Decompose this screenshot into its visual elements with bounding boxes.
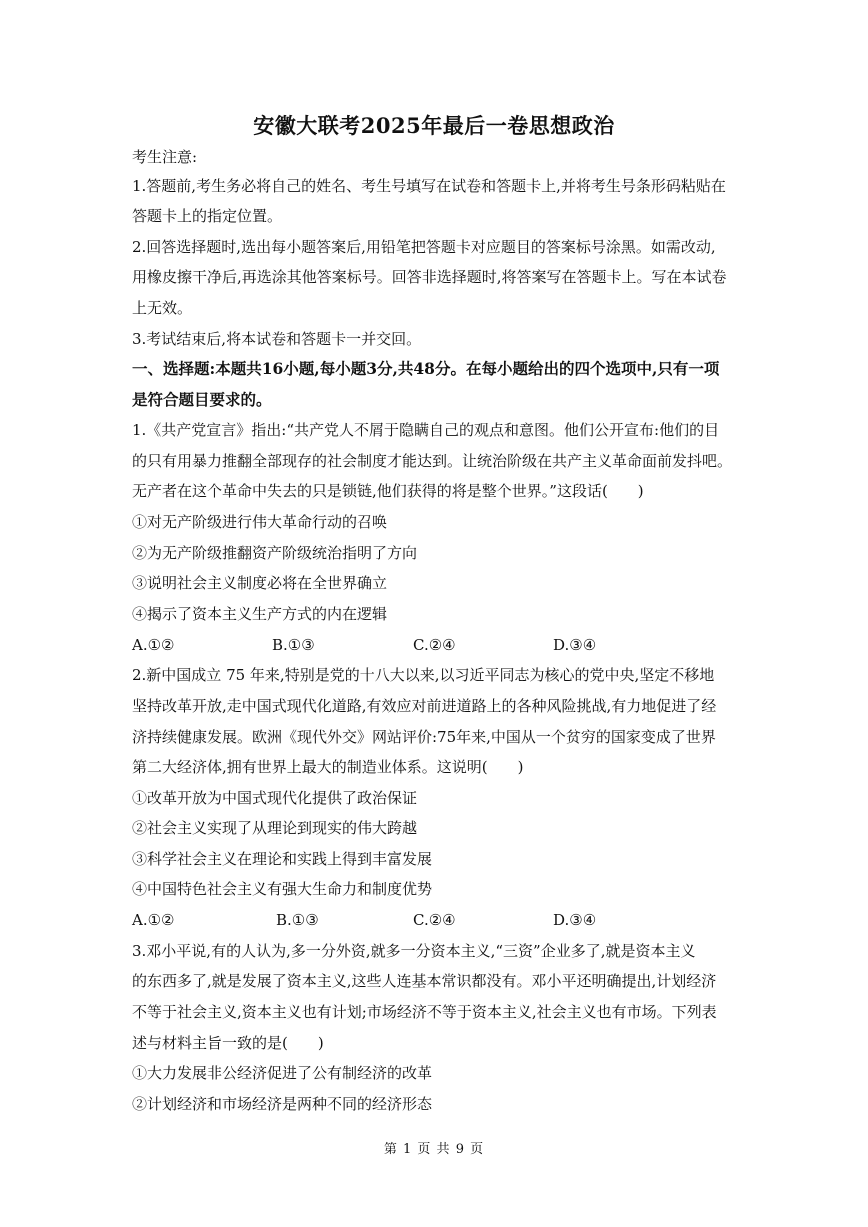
page-number: 第 1 页 共 9 页 (383, 1142, 485, 1157)
notice-heading: 考生注意: (132, 148, 198, 166)
question-2-item: ③科学社会主义在理论和实践上得到丰富发展 (132, 850, 433, 868)
notice-line: 1.答题前,考生务必将自己的姓名、考生号填写在试卷和答题卡上,并将考生号条形码粘贴在 (132, 177, 726, 195)
question-2-option-a: A.①② (132, 911, 175, 929)
notice-line: 3.考试结束后,将本试卷和答题卡一并交回。 (132, 330, 422, 348)
question-1-stem: 1.《共产党宣言》指出:“共产党人不屑于隐瞒自己的观点和意图。他们公开宣布:他们的目 (132, 421, 720, 439)
question-1-option-b: B.①③ (272, 636, 315, 654)
question-1-option-d: D.③④ (553, 636, 597, 654)
question-3-item: ②计划经济和市场经济是两种不同的经济形态 (132, 1095, 433, 1113)
question-1-stem: 的只有用暴力推翻全部现存的社会制度才能达到。让统治阶级在共产主义革命面前发抖吧。 (132, 452, 733, 470)
section-heading: 一、选择题:本题共16小题,每小题3分,共48分。在每小题给出的四个选项中,只有一项 (132, 359, 720, 378)
question-3-stem: 的东西多了,就是发展了资本主义,这些人连基本常识都没有。邓小平还明确提出,计划经济 (132, 972, 717, 990)
question-2-option-b: B.①③ (276, 911, 319, 929)
question-1-item: ②为无产阶级推翻资产阶级统治指明了方向 (132, 544, 418, 562)
question-2-item: ②社会主义实现了从理论到现实的伟大跨越 (132, 819, 418, 837)
question-3-item: ①大力发展非公经济促进了公有制经济的改革 (132, 1064, 433, 1082)
question-3-stem: 3.邓小平说,有的人认为,多一分外资,就多一分资本主义,“三资”企业多了,就是资本主义 (132, 942, 696, 960)
question-1-stem: 无产者在这个革命中失去的只是锁链,他们获得的将是整个世界。”这段话( ) (132, 482, 644, 500)
notice-line: 答题卡上的指定位置。 (132, 207, 283, 225)
question-3-stem: 述与材料主旨一致的是( ) (132, 1034, 324, 1052)
question-1-item: ④揭示了资本主义生产方式的内在逻辑 (132, 605, 388, 623)
question-2-stem: 第二大经济体,拥有世界上最大的制造业体系。这说明( ) (132, 758, 524, 776)
question-2-stem: 2.新中国成立 75 年来,特别是党的十八大以来,以习近平同志为核心的党中央,坚定不移地 (132, 666, 715, 684)
question-1-item: ③说明社会主义制度必将在全世界确立 (132, 574, 388, 592)
question-2-item: ④中国特色社会主义有强大生命力和制度优势 (132, 880, 433, 898)
question-1-option-c: C.②④ (413, 636, 456, 654)
notice-line: 用橡皮擦干净后,再选涂其他答案标号。回答非选择题时,将答案写在答题卡上。写在本试卷 (132, 268, 727, 286)
section-heading: 是符合题目要求的。 (132, 390, 272, 409)
question-2-option-c: C.②④ (413, 911, 456, 929)
question-2-stem: 济持续健康发展。欧洲《现代外交》网站评价:75年来,中国从一个贫穷的国家变成了世界 (132, 728, 716, 746)
question-2-item: ①改革开放为中国式现代化提供了政治保证 (132, 789, 418, 807)
notice-line: 上无效。 (132, 299, 193, 317)
question-1-item: ①对无产阶级进行伟大革命行动的召唤 (132, 513, 388, 531)
question-2-option-d: D.③④ (553, 911, 597, 929)
exam-title: 安徽大联考2025年最后一卷思想政治 (253, 113, 615, 138)
notice-line: 2.回答选择题时,选出每小题答案后,用铅笔把答题卡对应题目的答案标号涂黑。如需改动, (132, 238, 716, 256)
question-3-stem: 不等于社会主义,资本主义也有计划;市场经济不等于资本主义,社会主义也有市场。下列表 (132, 1003, 717, 1021)
question-1-option-a: A.①② (132, 636, 175, 654)
question-2-stem: 坚持改革开放,走中国式现代化道路,有效应对前进道路上的各种风险挑战,有力地促进了经 (132, 697, 717, 715)
